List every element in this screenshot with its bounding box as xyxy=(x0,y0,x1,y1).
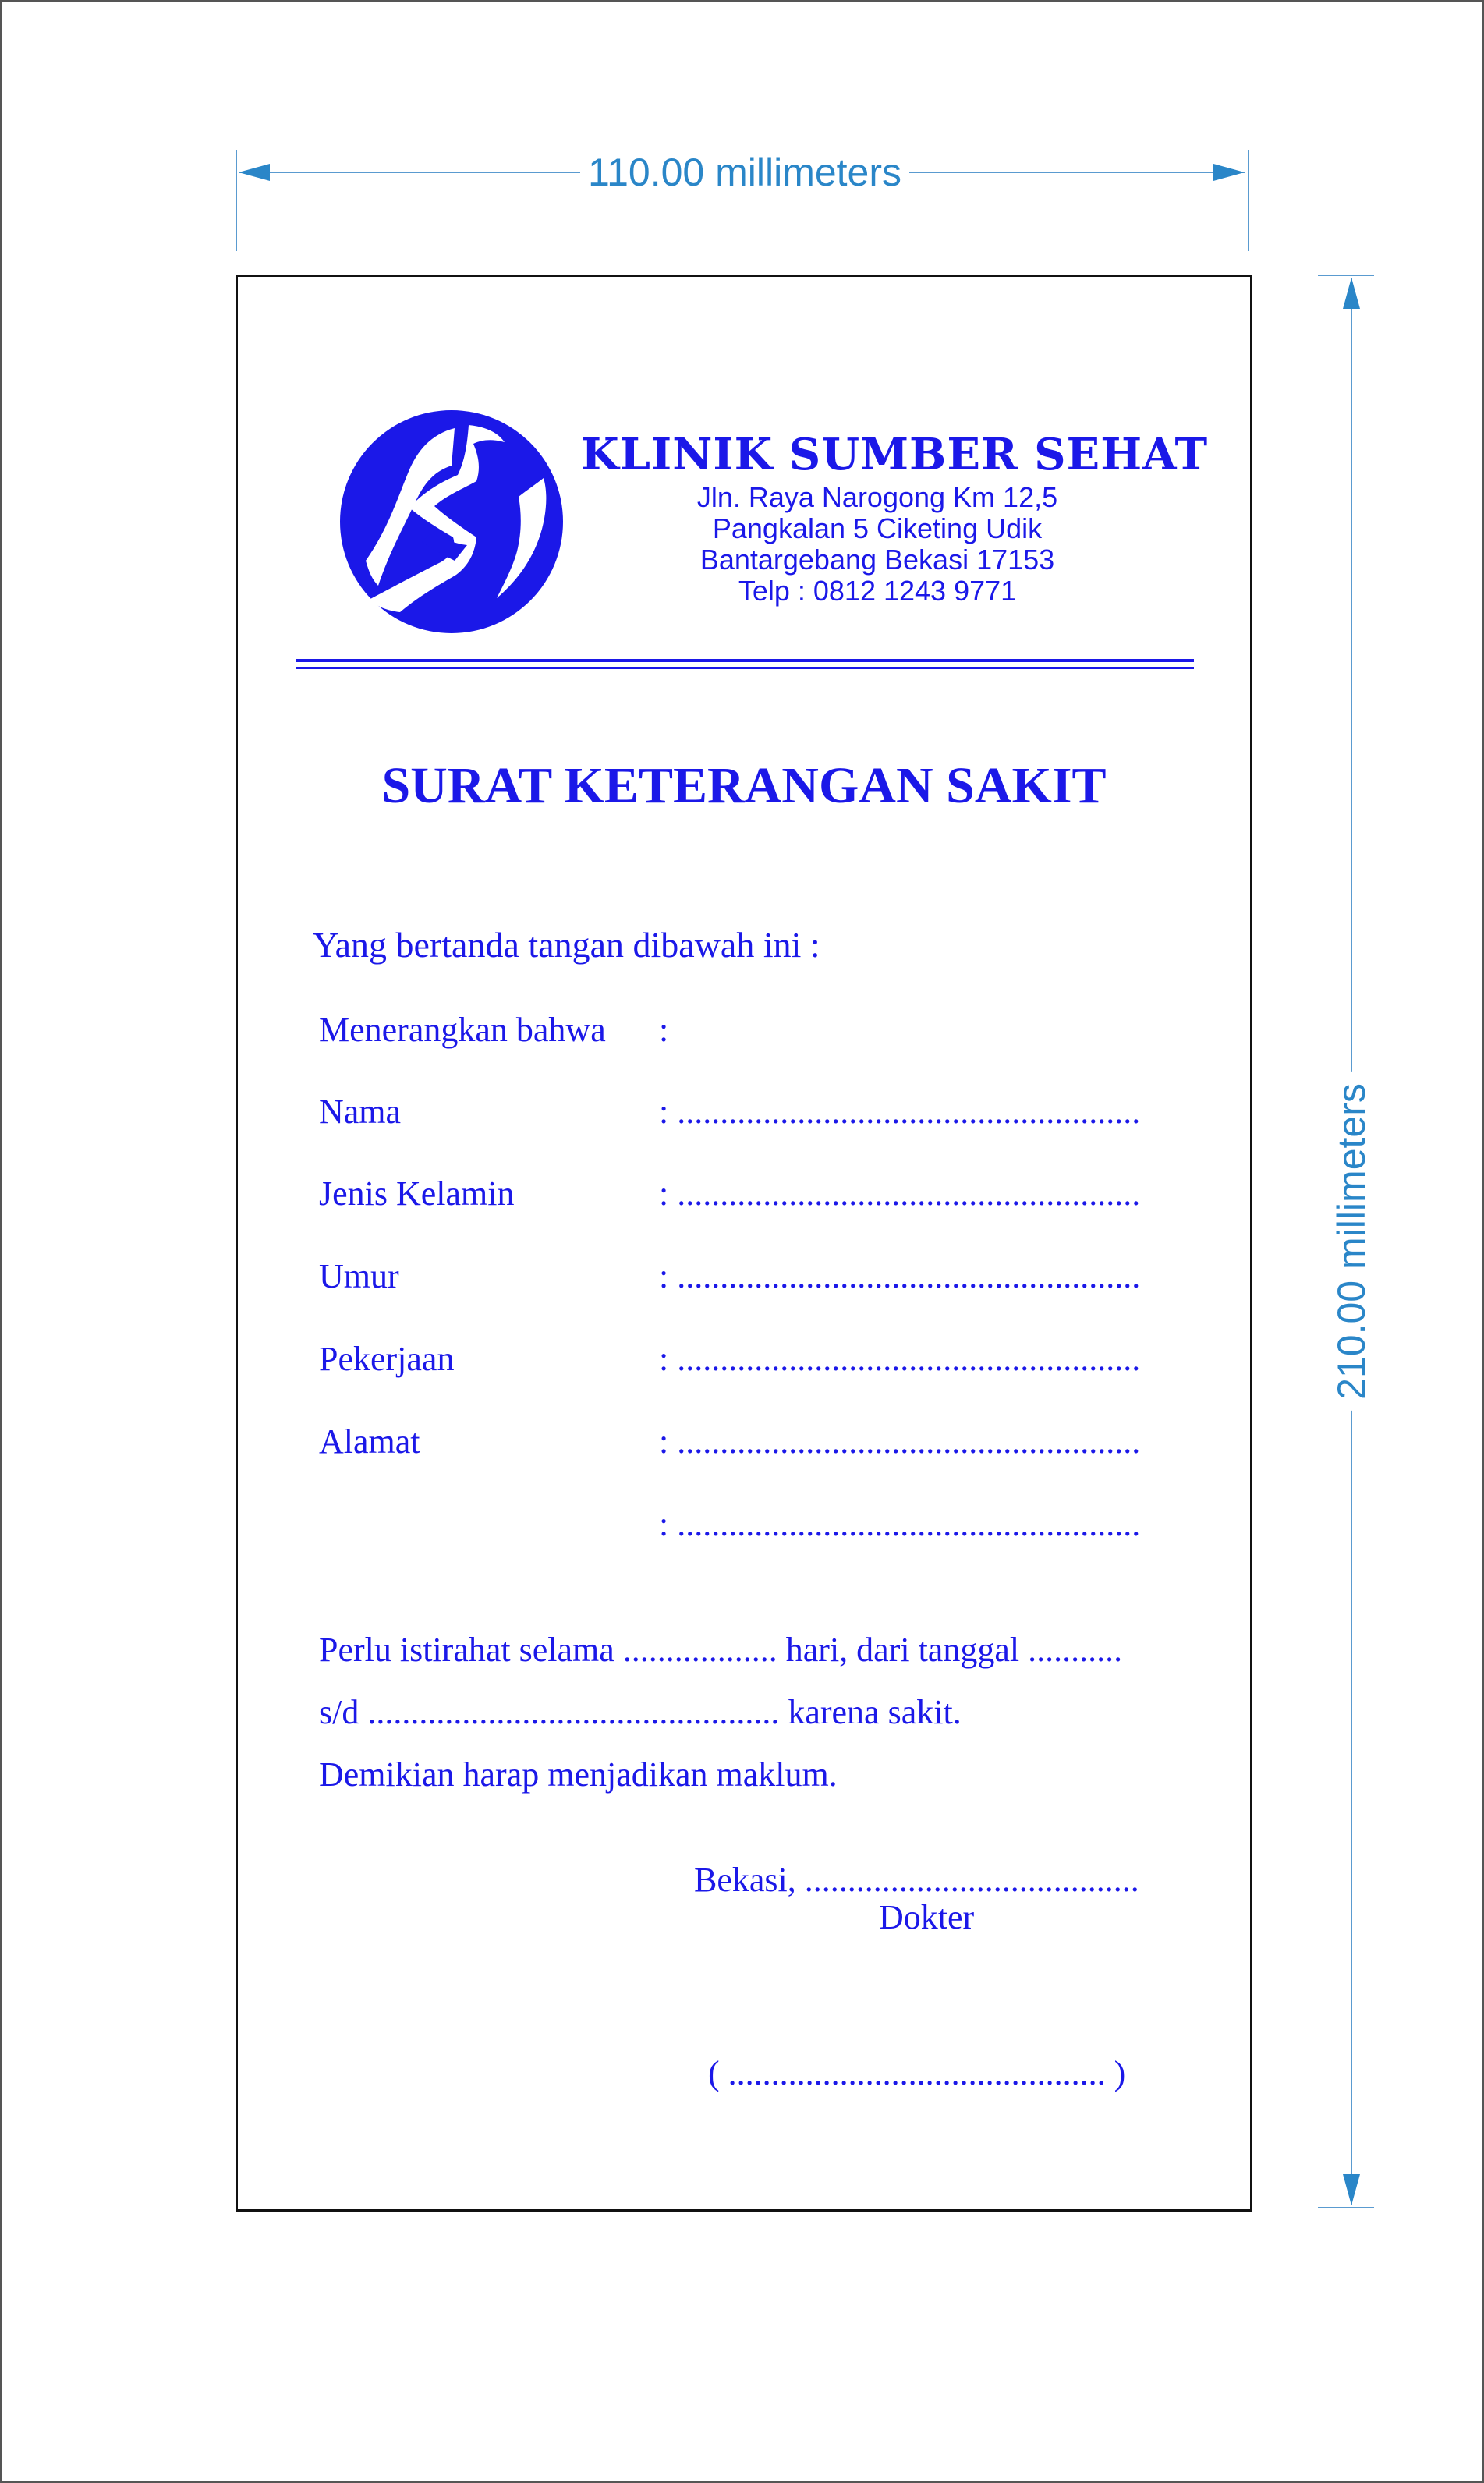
field-label-menerangkan: Menerangkan bahwa xyxy=(319,1011,606,1049)
height-label: 210.00 millimeters xyxy=(1329,1072,1374,1411)
field-value-alamat: : ...................................................... xyxy=(659,1422,1141,1461)
field-label-alamat: Alamat xyxy=(319,1422,420,1461)
field-value-pekerjaan: : ...................................................... xyxy=(659,1340,1141,1378)
field-label-jenis-kelamin: Jenis Kelamin xyxy=(319,1174,515,1213)
address-line-2: Pangkalan 5 Ciketing Udik xyxy=(712,512,1043,544)
rest-period-line: Perlu istirahat selama .................. hari, dari tanggal ........... xyxy=(319,1631,1123,1669)
header-rule-bottom xyxy=(296,667,1194,669)
doctor-name-line: ( ............................................ ) xyxy=(708,2054,1126,2092)
field-value-umur: : ...................................................... xyxy=(659,1257,1141,1295)
clinic-name: KLINIK SUMBER SEHAT xyxy=(581,429,1209,480)
field-label-pekerjaan: Pekerjaan xyxy=(319,1340,455,1378)
closing-line: Demikian harap menjadikan maklum. xyxy=(319,1755,838,1794)
width-label: 110.00 millimeters xyxy=(580,150,909,195)
field-value-nama: : ...................................................... xyxy=(659,1093,1141,1131)
clinic-logo-s-icon xyxy=(338,408,565,636)
field-label-nama: Nama xyxy=(319,1093,402,1131)
intro-text: Yang bertanda tangan dibawah ini : xyxy=(313,925,820,965)
field-value-alamat-2: : ...................................................... xyxy=(659,1505,1141,1543)
place-date-line: Bekasi, ....................................... xyxy=(694,1861,1139,1899)
address-line-1: Jln. Raya Narogong Km 12,5 xyxy=(696,481,1058,513)
until-line: s/d ................................................ karena sakit. xyxy=(319,1693,962,1731)
doctor-role: Dokter xyxy=(879,1898,975,1936)
document-title: SURAT KETERANGAN SAKIT xyxy=(381,757,1107,814)
field-value-jenis-kelamin: : ...................................................... xyxy=(659,1174,1141,1213)
sick-letter-sheet xyxy=(236,275,1252,2212)
phone-line: Telp : 0812 1243 9771 xyxy=(738,575,1017,607)
address-line-3: Bantargebang Bekasi 17153 xyxy=(699,544,1055,576)
field-value-menerangkan: : xyxy=(659,1011,669,1049)
header-rule-top xyxy=(296,659,1194,662)
field-label-umur: Umur xyxy=(319,1257,399,1295)
